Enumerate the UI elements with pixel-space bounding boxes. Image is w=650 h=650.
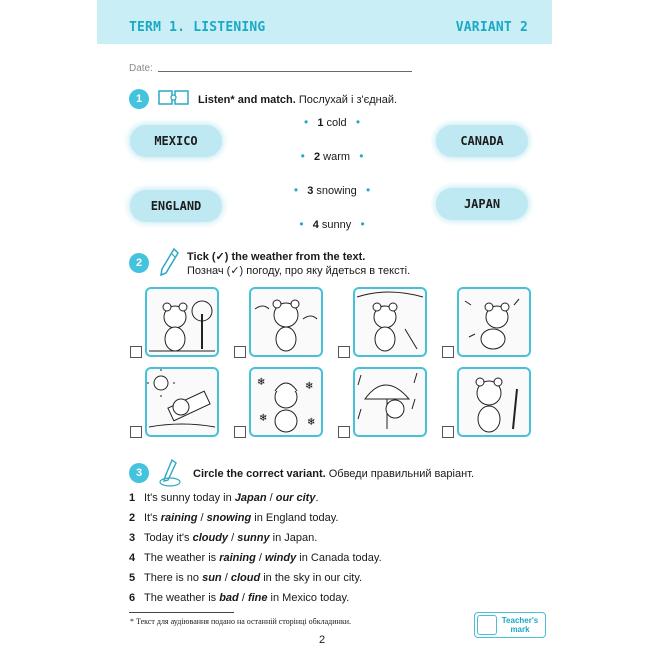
page-number: 2 xyxy=(319,634,326,646)
country-canada[interactable]: CANADA xyxy=(436,125,528,157)
bear-sunbathing-illustration xyxy=(147,369,217,435)
weather-item-1[interactable] xyxy=(292,115,372,129)
weather-number: 4 xyxy=(312,219,319,231)
svg-text:❄: ❄ xyxy=(307,417,316,428)
picture-snow xyxy=(249,367,323,437)
sentence-text: in Mexico today. xyxy=(267,592,350,604)
bear-heavy-rain-illustration xyxy=(355,369,425,435)
task-number-3: 3 xyxy=(129,463,149,483)
option-separator: / xyxy=(221,572,231,584)
option-b[interactable]: sunny xyxy=(237,532,270,544)
task3-instruction-ua: Обведи правильний варіант. xyxy=(328,468,475,480)
option-separator: / xyxy=(266,492,276,504)
option-a[interactable]: Japan xyxy=(234,492,267,504)
svg-text:❄: ❄ xyxy=(257,377,266,388)
sentence-3 xyxy=(129,532,317,544)
sentence-text: in the sky in our city. xyxy=(260,572,363,584)
option-separator: / xyxy=(197,512,207,524)
weather-word: snowing xyxy=(316,185,357,197)
option-a[interactable]: raining xyxy=(219,552,256,564)
header-title: TERM 1. LISTENING xyxy=(129,20,266,35)
picture-rain-umbrella xyxy=(353,287,427,357)
match-dot-left[interactable]: • xyxy=(300,149,305,163)
pencil-icon xyxy=(158,247,180,277)
option-a[interactable]: sun xyxy=(202,572,222,584)
tick-checkbox-3[interactable] xyxy=(338,346,350,358)
picture-autumn-tree xyxy=(145,287,219,357)
option-b[interactable]: fine xyxy=(247,592,268,604)
tick-checkbox-1[interactable] xyxy=(130,346,142,358)
option-b[interactable]: cloud xyxy=(230,572,261,584)
date-label: Date: xyxy=(129,63,153,74)
bear-standing-illustration xyxy=(459,369,529,435)
bear-snow-illustration xyxy=(251,369,321,435)
option-a[interactable]: bad xyxy=(219,592,239,604)
option-b[interactable]: windy xyxy=(265,552,297,564)
sentence-2 xyxy=(129,512,338,524)
footnote: * Текст для аудіювання подано на останній сторінці обкладинки. xyxy=(130,617,351,626)
sentence-text: It's sunny today in xyxy=(144,492,235,504)
picture-heavy-rain xyxy=(353,367,427,437)
sentence-text: There is no xyxy=(144,572,203,584)
task3-instruction xyxy=(193,467,474,481)
match-dot-left[interactable]: • xyxy=(293,183,299,197)
sentence-number: 6 xyxy=(129,592,136,604)
sentence-text: The weather is xyxy=(144,552,220,564)
weather-number: 3 xyxy=(307,185,314,197)
match-dot-right[interactable]: • xyxy=(355,115,361,129)
sentence-number: 5 xyxy=(129,572,136,584)
sentence-text: in England today. xyxy=(251,512,339,524)
sentence-text: in Japan. xyxy=(269,532,318,544)
tick-checkbox-4[interactable] xyxy=(442,346,454,358)
weather-item-2[interactable] xyxy=(292,149,372,163)
sentence-text: The weather is xyxy=(144,592,220,604)
country-mexico[interactable]: MEXICO xyxy=(130,125,222,157)
match-dot-right[interactable]: • xyxy=(360,217,365,231)
bear-windy-illustration xyxy=(251,289,321,355)
picture-sunbathing xyxy=(145,367,219,437)
weather-word: sunny xyxy=(321,219,352,231)
picture-bear-standing xyxy=(457,367,531,437)
option-a[interactable]: cloudy xyxy=(192,532,229,544)
picture-windy xyxy=(249,287,323,357)
weather-item-3[interactable] xyxy=(282,183,382,197)
sentence-text: in Canada today. xyxy=(296,552,382,564)
sentence-text: Today it's xyxy=(144,532,193,544)
option-separator: / xyxy=(238,592,248,604)
svg-text:❄: ❄ xyxy=(305,381,314,392)
sentence-4 xyxy=(129,552,382,564)
teachers-mark xyxy=(474,612,546,638)
country-japan[interactable]: JAPAN xyxy=(436,188,528,220)
svg-text:❄: ❄ xyxy=(259,413,268,424)
teachers-mark-box[interactable] xyxy=(477,615,497,635)
page-header xyxy=(97,0,552,44)
sentence-number: 4 xyxy=(129,552,136,564)
task-number-1: 1 xyxy=(129,89,149,109)
sentence-number: 1 xyxy=(129,492,136,504)
option-b[interactable]: our city xyxy=(275,492,316,504)
task-number-2: 2 xyxy=(129,253,149,273)
task2-instruction-en: Tick (✓) the weather from the text. xyxy=(187,251,366,263)
tick-checkbox-7[interactable] xyxy=(338,426,350,438)
match-dot-left[interactable]: • xyxy=(303,115,309,129)
task3-instruction-en: Circle the correct variant. xyxy=(193,468,326,480)
match-dot-right[interactable]: • xyxy=(365,183,371,197)
task1-instruction-en: Listen* and match. xyxy=(198,94,296,106)
sentence-text: It's xyxy=(144,512,161,524)
puzzle-icon xyxy=(157,88,191,108)
option-a[interactable]: raining xyxy=(160,512,198,524)
bear-leaves-illustration xyxy=(459,289,529,355)
bear-autumn-illustration xyxy=(147,289,217,355)
task1-instruction xyxy=(198,93,397,107)
tick-checkbox-5[interactable] xyxy=(130,426,142,438)
weather-item-4[interactable] xyxy=(292,217,372,231)
weather-word: cold xyxy=(326,117,347,129)
option-separator: / xyxy=(255,552,266,564)
option-separator: / xyxy=(228,532,238,544)
sentence-5 xyxy=(129,572,362,584)
task2-instruction-ua: Познач (✓) погоду, про яку йдеться в тексті. xyxy=(187,265,411,277)
header-variant: VARIANT 2 xyxy=(455,20,528,35)
weather-number: 1 xyxy=(317,117,324,129)
sentence-6 xyxy=(129,592,349,604)
match-dot-right[interactable]: • xyxy=(359,149,364,163)
date-field[interactable] xyxy=(158,71,412,72)
tick-checkbox-6[interactable] xyxy=(234,426,246,438)
pencil-circle-icon xyxy=(158,458,186,488)
footnote-divider xyxy=(129,612,234,613)
task2-instruction xyxy=(187,250,410,278)
option-b[interactable]: snowing xyxy=(206,512,252,524)
sentence-number: 2 xyxy=(129,512,136,524)
sentence-text: . xyxy=(315,492,319,504)
sentence-1 xyxy=(129,492,319,504)
picture-leaves-wind xyxy=(457,287,531,357)
sentence-number: 3 xyxy=(129,532,136,544)
weather-number: 2 xyxy=(313,151,321,163)
match-dot-left[interactable]: • xyxy=(299,217,304,231)
teachers-mark-label: Teacher's mark xyxy=(501,616,539,634)
tick-checkbox-8[interactable] xyxy=(442,426,454,438)
tick-checkbox-2[interactable] xyxy=(234,346,246,358)
bear-rain-illustration xyxy=(355,289,425,355)
task1-instruction-ua: Послухай і з'єднай. xyxy=(298,94,398,106)
country-england[interactable]: ENGLAND xyxy=(130,190,222,222)
weather-word: warm xyxy=(323,151,351,163)
